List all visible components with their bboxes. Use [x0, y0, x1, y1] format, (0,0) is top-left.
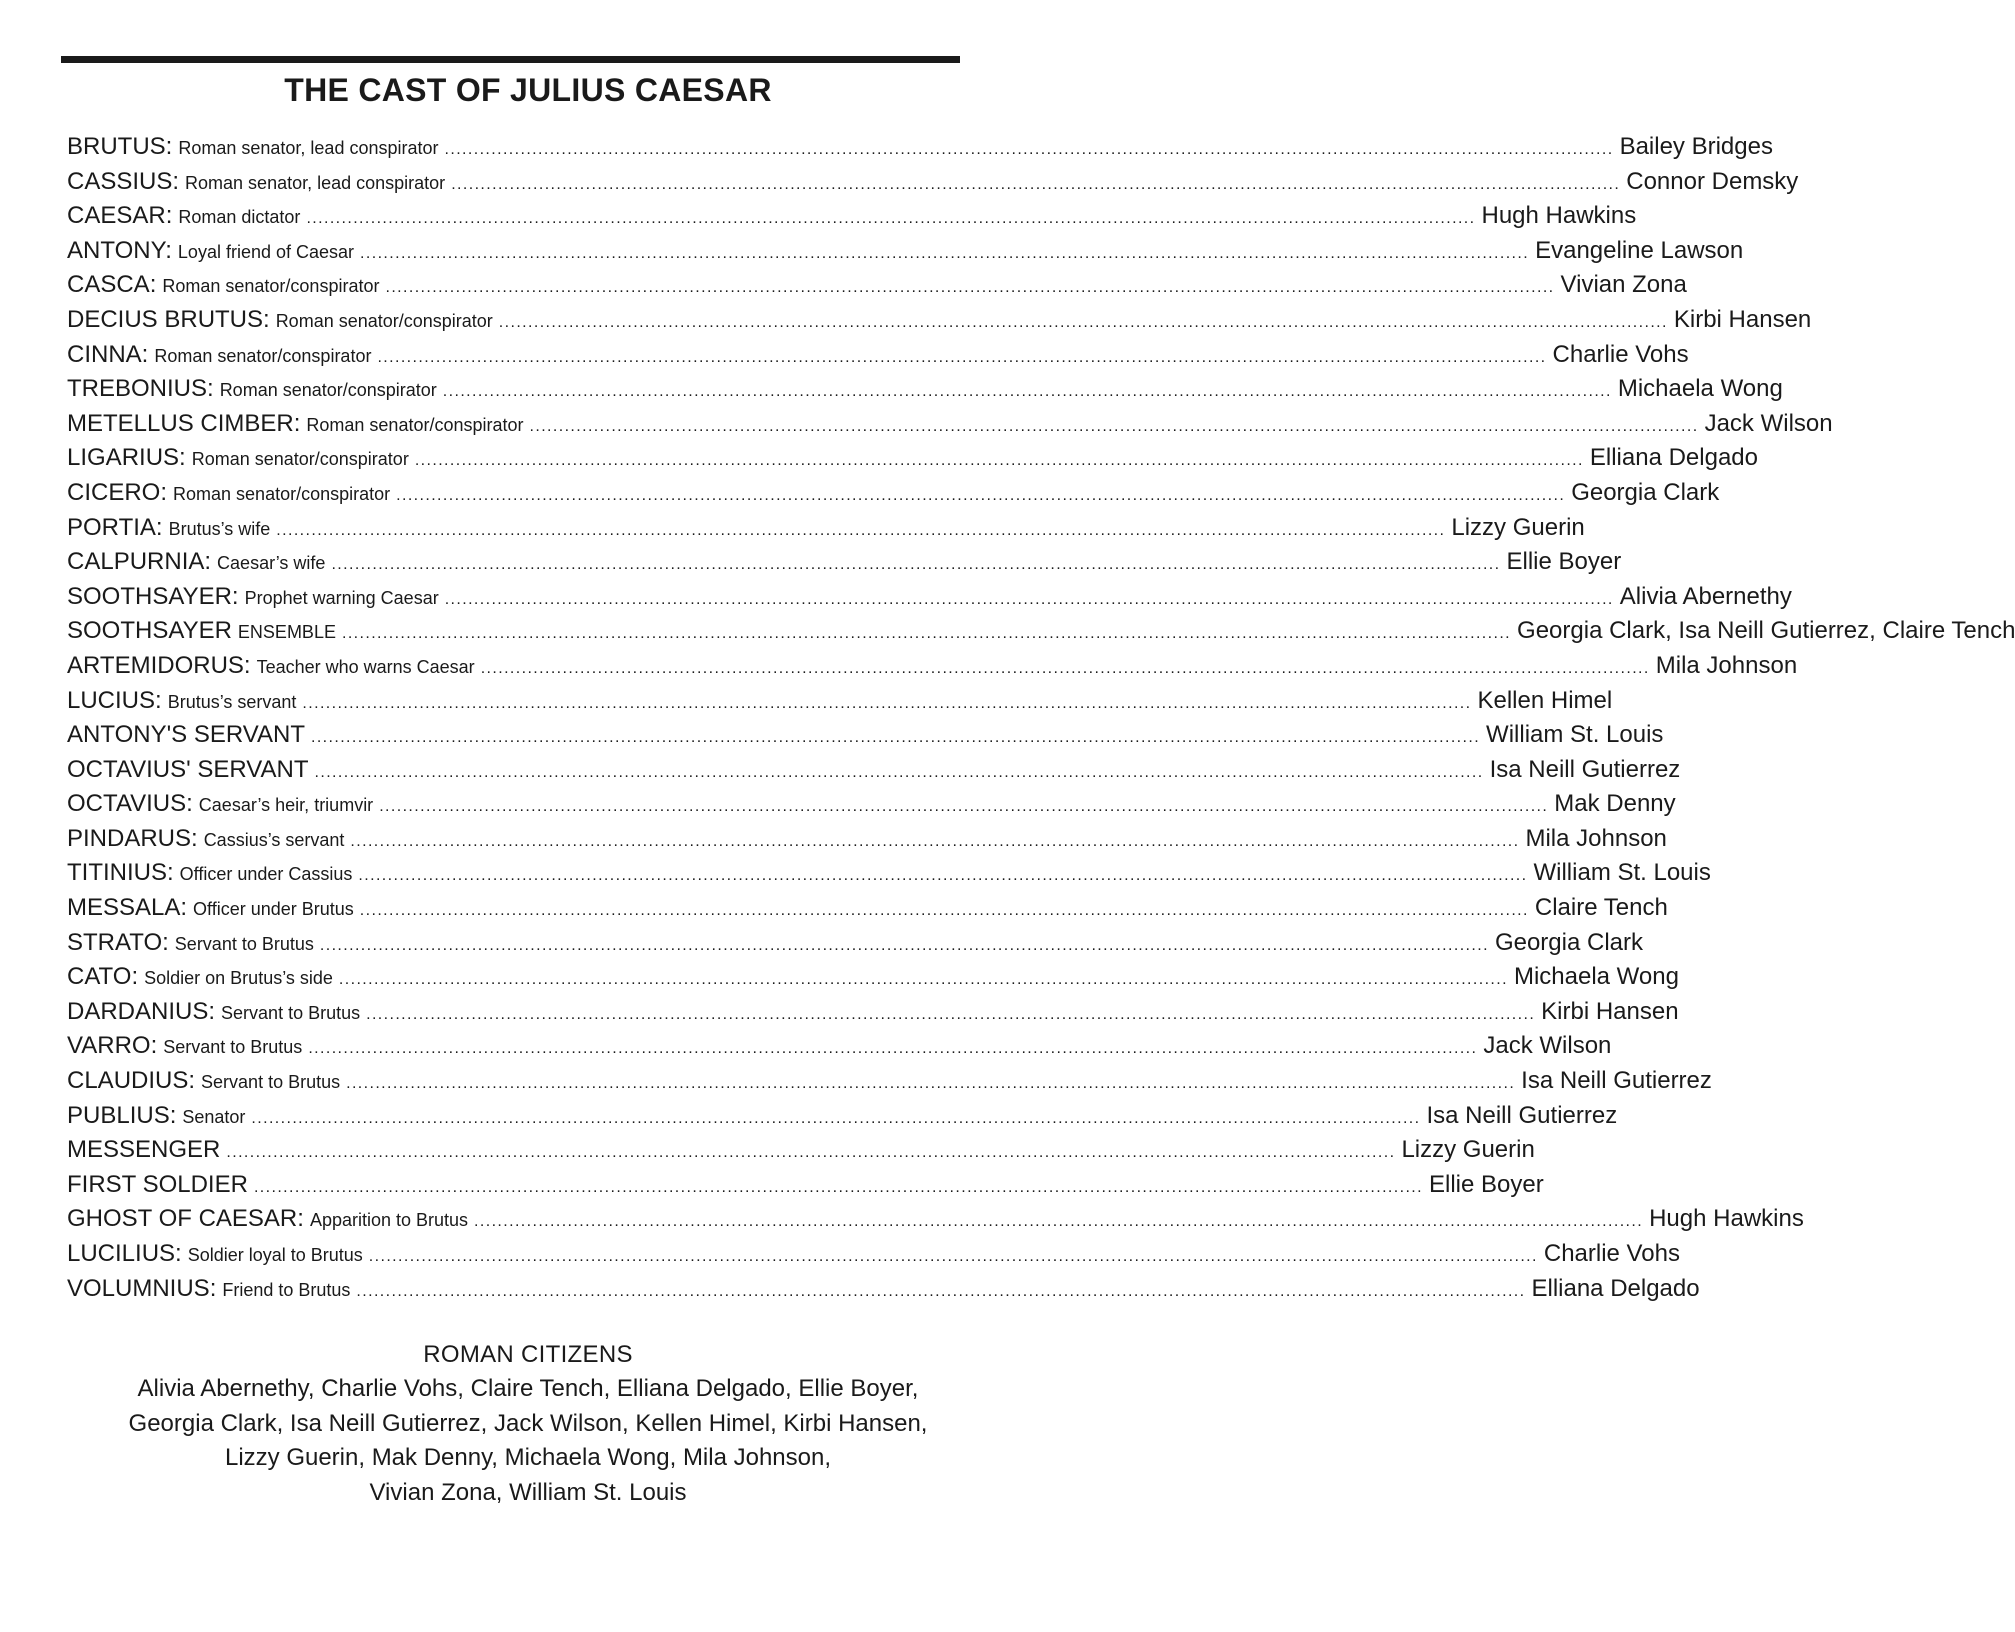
cast-row [67, 1067, 1712, 1102]
dot-leader: ........................................................................................................................................................................................................ [529, 417, 1699, 435]
role-description: Roman senator/conspirator [154, 345, 372, 366]
role-name: CINNA: [67, 340, 149, 368]
dot-leader: ........................................................................................................................................................................................................ [360, 244, 1530, 262]
role-description: Roman senator/conspirator [306, 414, 524, 435]
role-name: DECIUS BRUTUS: [67, 305, 270, 333]
actor-name: Connor Demsky [1626, 167, 1799, 195]
actor-name: Mila Johnson [1525, 824, 1667, 852]
role-name: CLAUDIUS: [67, 1067, 196, 1095]
role-description: Roman senator/conspirator [275, 310, 493, 331]
role-description: Officer under Brutus [193, 899, 354, 920]
role-description: Roman senator/conspirator [173, 483, 391, 504]
cast-row [67, 651, 1798, 687]
actor-name: Isa Neill Gutierrez [1426, 1101, 1618, 1129]
role-description: ENSEMBLE [237, 622, 336, 643]
cast-row [67, 513, 1585, 549]
role-name: TITINIUS: [67, 859, 174, 887]
dot-leader: ........................................................................................................................................................................................................ [414, 452, 1584, 470]
role-name: MESSENGER [67, 1136, 221, 1164]
role-description: Cassius’s servant [203, 829, 345, 850]
dot-leader: ........................................................................................................................................................................................................ [341, 625, 1512, 643]
cast-row [67, 409, 1833, 445]
dot-leader: ........................................................................................................................................................................................................ [308, 1040, 1478, 1058]
actor-name: Jack Wilson [1483, 1032, 1612, 1060]
dot-leader: ........................................................................................................................................................................................................ [346, 1075, 1516, 1093]
role-name: ARTEMIDORUS: [67, 651, 251, 679]
role-name: VOLUMNIUS: [67, 1274, 217, 1302]
role-description: Roman senator/conspirator [191, 449, 409, 470]
role-name: GHOST OF CAESAR: [67, 1205, 304, 1233]
actor-name: Evangeline Lawson [1535, 236, 1744, 264]
role-name: FIRST SOLDIER [67, 1170, 248, 1198]
cast-row [67, 478, 1720, 514]
actor-name: Georgia Clark [1571, 478, 1720, 506]
role-name: CALPURNIA: [67, 548, 212, 576]
dot-leader: ........................................................................................................................................................................................................ [359, 902, 1529, 920]
role-name: DARDANIUS: [67, 997, 216, 1025]
role-name: MESSALA: [67, 894, 188, 922]
role-name: BRUTUS: [67, 133, 173, 160]
cast-row [67, 1240, 1680, 1275]
cast-row [67, 1205, 1804, 1240]
role-name: CASCA: [67, 271, 157, 299]
actor-name: Kirbi Hansen [1541, 997, 1679, 1025]
role-description: Friend to Brutus [222, 1279, 351, 1300]
role-description: Roman senator/conspirator [162, 276, 380, 297]
role-description: Caesar’s heir, triumvir [198, 795, 374, 816]
cast-row [67, 582, 1792, 618]
role-description: Soldier on Brutus’s side [144, 968, 333, 989]
cast-row [67, 755, 1681, 791]
cast-row [67, 997, 1679, 1033]
dot-leader: ........................................................................................................................................................................................................ [253, 1178, 1423, 1196]
page-title: THE CAST OF JULIUS CAESAR [284, 72, 772, 108]
dot-leader: ........................................................................................................................................................................................................ [396, 486, 1566, 504]
role-name: LUCIUS: [67, 686, 162, 714]
actor-name: Lizzy Guerin [1451, 513, 1585, 541]
dot-leader: ........................................................................................................................................................................................................ [338, 971, 1508, 989]
role-name: ANTONY: [67, 236, 172, 264]
role-description: Servant to Brutus [221, 1002, 361, 1023]
actor-name: Michaela Wong [1617, 375, 1783, 403]
dot-leader: ........................................................................................................................................................................................................ [226, 1144, 1396, 1162]
actor-name: Bailey Bridges [1619, 133, 1773, 160]
dot-leader: ........................................................................................................................................................................................................ [444, 590, 1614, 608]
role-name: SOOTHSAYER [67, 617, 232, 645]
cast-row [67, 1274, 1700, 1310]
dot-leader: ........................................................................................................................................................................................................ [451, 175, 1621, 193]
role-description: Roman senator, lead conspirator [178, 138, 439, 158]
dot-leader: ........................................................................................................................................................................................................ [442, 383, 1612, 401]
actor-name: Michaela Wong [1513, 963, 1679, 991]
dot-leader: ........................................................................................................................................................................................................ [350, 832, 1520, 850]
cast-row [67, 721, 1664, 756]
dot-leader: ........................................................................................................................................................................................................ [480, 659, 1650, 677]
cast-row [67, 305, 1812, 341]
dot-leader: ........................................................................................................................................................................................................ [385, 279, 1555, 297]
role-description: Senator [182, 1106, 246, 1127]
cast-row [67, 1032, 1612, 1067]
role-description: Prophet warning Caesar [244, 587, 439, 608]
actor-name: Elliana Delgado [1531, 1274, 1700, 1302]
cast-row [67, 928, 1643, 964]
role-name: LUCILIUS: [67, 1240, 182, 1267]
actor-name: Claire Tench [1534, 894, 1668, 922]
cast-row [67, 202, 1637, 237]
dot-leader: ........................................................................................................................................................................................................ [368, 1248, 1538, 1265]
role-description: Officer under Cassius [179, 864, 353, 885]
cast-row [67, 1170, 1544, 1206]
cast-row [67, 790, 1676, 825]
role-description: Servant to Brutus [174, 933, 314, 954]
actor-name: Isa Neill Gutierrez [1521, 1067, 1712, 1095]
dot-leader: ........................................................................................................................................................................................................ [377, 348, 1547, 366]
dot-leader: ........................................................................................................................................................................................................ [306, 210, 1476, 228]
dot-leader: ........................................................................................................................................................................................................ [310, 729, 1481, 747]
actor-name: Kellen Himel [1477, 686, 1613, 714]
cast-row [67, 894, 1668, 929]
citizens-line: Alivia Abernethy, Charlie Vohs, Claire Tench, Elliana Delgado, Ellie Boyer, [137, 1375, 919, 1402]
cast-row [67, 167, 1799, 203]
actor-name: Mila Johnson [1655, 651, 1798, 679]
role-description: Loyal friend of Caesar [177, 241, 355, 262]
citizens-line: Lizzy Guerin, Mak Denny, Michaela Wong, Mila Johnson, [224, 1444, 832, 1471]
role-name: SOOTHSAYER: [67, 582, 239, 610]
dot-leader: ........................................................................................................................................................................................................ [331, 556, 1501, 574]
dot-leader: ........................................................................................................................................................................................................ [302, 694, 1472, 712]
role-name: OCTAVIUS: [67, 790, 193, 818]
role-description: Soldier loyal to Brutus [187, 1245, 363, 1265]
cast-row [67, 444, 1758, 479]
top-rule [61, 56, 960, 63]
role-name: OCTAVIUS' SERVANT [67, 755, 309, 783]
role-description: Servant to Brutus [163, 1037, 303, 1058]
roman-citizens-section [0, 1338, 1056, 1510]
role-description: Roman senator/conspirator [219, 380, 437, 401]
cast-row [67, 548, 1622, 583]
role-name: CICERO: [67, 478, 168, 506]
role-name: LIGARIUS: [67, 444, 186, 472]
role-description: Brutus’s wife [168, 518, 271, 539]
role-description: Servant to Brutus [201, 1072, 341, 1093]
cast-row [67, 686, 1613, 722]
actor-name: Isa Neill Gutierrez [1489, 755, 1681, 783]
role-name: VARRO: [67, 1032, 158, 1060]
actor-name: Jack Wilson [1704, 409, 1833, 437]
role-description: Apparition to Brutus [309, 1210, 469, 1231]
role-name: PORTIA: [67, 513, 163, 541]
actor-name: Hugh Hawkins [1649, 1205, 1804, 1233]
dot-leader: ........................................................................................................................................................................................................ [276, 521, 1446, 539]
role-name: CAESAR: [67, 202, 173, 230]
role-name: METELLUS CIMBER: [67, 409, 301, 437]
role-description: Caesar’s wife [217, 553, 326, 574]
dot-leader: ........................................................................................................................................................................................................ [251, 1109, 1421, 1127]
cast-row [67, 271, 1687, 306]
citizens-heading: ROMAN CITIZENS [423, 1341, 633, 1368]
cast-row [67, 375, 1783, 410]
cast-row [67, 1101, 1618, 1137]
role-name: CASSIUS: [67, 167, 180, 195]
dot-leader: ........................................................................................................................................................................................................ [366, 1005, 1536, 1023]
actor-name: William St. Louis [1486, 721, 1664, 749]
cast-list [67, 133, 2015, 1309]
cast-row [67, 824, 1667, 860]
cast-row [67, 236, 1744, 272]
role-description: Roman dictator [178, 207, 301, 228]
actor-name: Vivian Zona [1560, 271, 1687, 299]
role-name: CATO: [67, 963, 139, 991]
cast-row [67, 617, 2015, 652]
cast-row [67, 340, 1689, 376]
cast-row [67, 859, 1711, 894]
role-name: STRATO: [67, 928, 169, 956]
actor-name: Hugh Hawkins [1481, 202, 1637, 230]
citizens-line: Georgia Clark, Isa Neill Gutierrez, Jack Wilson, Kellen Himel, Kirbi Hansen, [128, 1409, 928, 1437]
role-name: ANTONY'S SERVANT [67, 721, 305, 749]
role-name: TREBONIUS: [67, 375, 214, 403]
dot-leader: ........................................................................................................................................................................................................ [474, 1213, 1644, 1231]
dot-leader: ........................................................................................................................................................................................................ [314, 763, 1484, 781]
actor-name: Charlie Vohs [1552, 340, 1689, 368]
dot-leader: ........................................................................................................................................................................................................ [379, 798, 1549, 816]
actor-name: Ellie Boyer [1506, 548, 1622, 576]
role-description: Brutus’s servant [167, 691, 297, 712]
actor-name: Ellie Boyer [1429, 1170, 1544, 1198]
dot-leader: ........................................................................................................................................................................................................ [319, 936, 1489, 954]
role-description: Roman senator, lead conspirator [185, 172, 446, 193]
citizens-line: Vivian Zona, William St. Louis [369, 1478, 687, 1506]
cast-row [67, 963, 1679, 998]
role-description: Teacher who warns Caesar [256, 656, 475, 677]
actor-name: Lizzy Guerin [1401, 1136, 1535, 1164]
actor-name: Mak Denny [1554, 790, 1676, 818]
actor-name: Elliana Delgado [1589, 444, 1758, 472]
dot-leader: ........................................................................................................................................................................................................ [358, 867, 1528, 885]
dot-leader: ........................................................................................................................................................................................................ [444, 141, 1614, 158]
role-name: PUBLIUS: [67, 1101, 177, 1129]
cast-row [67, 1136, 1535, 1171]
actor-name: Georgia Clark [1494, 928, 1643, 956]
actor-name: Kirbi Hansen [1673, 305, 1812, 333]
dot-leader: ........................................................................................................................................................................................................ [498, 313, 1668, 331]
dot-leader: ........................................................................................................................................................................................................ [356, 1282, 1526, 1300]
role-name: PINDARUS: [67, 824, 198, 852]
actor-name: Georgia Clark, Isa Neill Gutierrez, Claire Tench [1517, 617, 2015, 645]
actor-name: Alivia Abernethy [1619, 582, 1792, 610]
actor-name: Charlie Vohs [1543, 1240, 1680, 1267]
actor-name: William St. Louis [1533, 859, 1711, 887]
cast-row [67, 133, 1773, 168]
